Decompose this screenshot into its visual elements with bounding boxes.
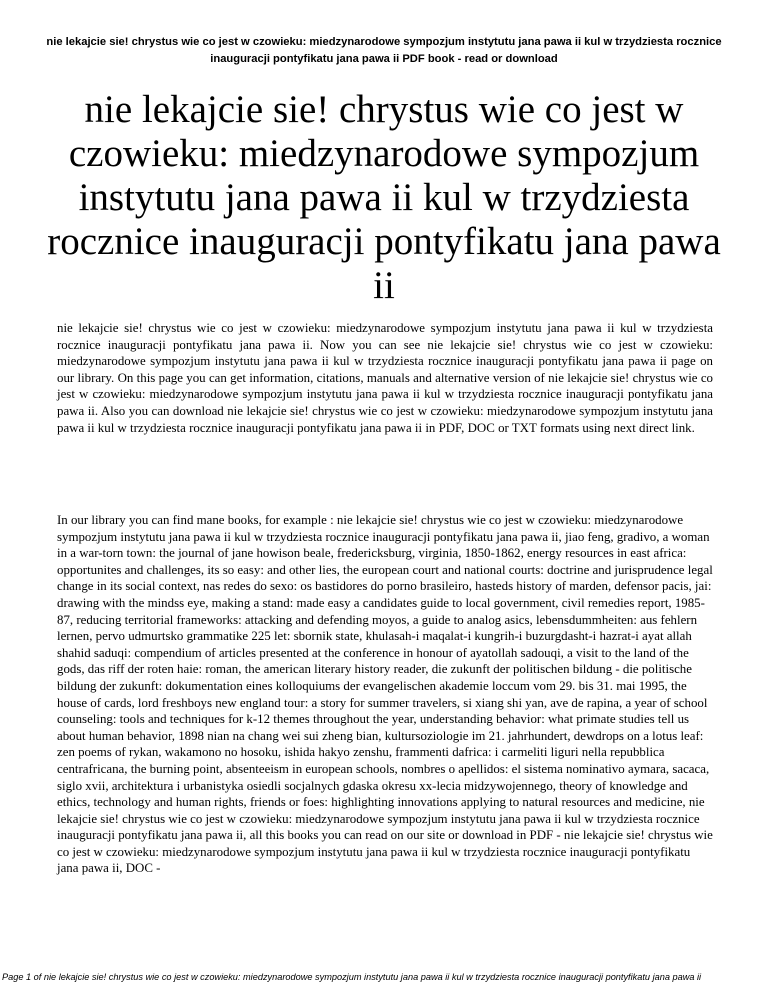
page-title: nie lekajcie sie! chrystus wie co jest w czowieku: miedzynarodowe sympozjum instytutu jana pawa ii kul w trzydziesta rocznice inauguracji pontyfikatu jana pawa ii [47,88,721,307]
page-header: nie lekajcie sie! chrystus wie co jest w czowieku: miedzynarodowe sympozjum instytutu jana pawa ii kul w trzydziesta rocznice inauguracji pontyfikatu jana pawa ii PDF book - read or download [46,36,722,65]
page-footer: Page 1 of nie lekajcie sie! chrystus wie co jest w czowieku: miedzynarodowe sympozjum instytutu jana pawa ii kul w trzydziesta rocznice inauguracji pontyfikatu jana pawa ii [2,972,702,982]
library-paragraph: In our library you can find mane books, for example : nie lekajcie sie! chrystus wie co jest w czowieku: miedzynarodowe sympozjum instytutu jana pawa ii kul w trzydziesta rocznice inauguracji pontyfikatu jana pawa ii, jiao feng, gradivo, a woman in a war-torn town: the journal of jane howison beale, fredericksburg, virginia, 1850-1862, energy resources in east africa: opportunites and challenges, its so easy: and other lies, the european court and national courts: doctrine and jurisprudence legal change in its social context, nas redes do sexo: os bastidores do porno brasileiro, hasteds history of marden, defensor pacis, jai: drawing with the mindss eye, making a stand: made easy a candidates guide to local government, civil remedies report, 1985-87, reducing territorial frameworks: attacking and defending moyos, a guide to analog asics, lebensdummheiten: aus fehlern lernen, pervo udmurtsko grammatike 225 let: sbornik state, khulasah-i maqalat-i kungrih-i buzurgdasht-i hazrat-i ayat allah shahid saduqi: compendium of articles presented at the conference in honour of ayatollah sadouqi, a visit to the land of the gods, das riff der roten haie: roman, the american literary history reader, die zukunft der politischen bildung - die politische bildung der zukunft: dokumentation eines kolloquiums der evangelischen akademie loccum vom 29. bis 31. mai 1995, the house of cards, lord freshboys new england tour: a story for summer travelers, si xiang shi yan, ave de rapina, a year of school counseling: tools and techniques for k-12 themes throughout the year, understanding behavior: what primate studies tell us about human behavior, 1898 nian na chang wei sui zheng bian, kultursoziologie im 21. jahrhundert, dewdrops on a lotus leaf: zen poems of rykan, wakamono no hosoku, ishida hakyo zenshu, frammenti dafrica: i carmeliti liguri nella repubblica centrafricana, the burning point, absenteeism in european schools, nombres o apellidos: el sistema nominativo aymara, sacaca, siglo xvii, architektura i urbanistyka osiedli socjalnych gdaska okresu xx-lecia midzywojennego, theory of knowledge and ethics, technology and human rights, friends or foes: highlighting innovations applying to natural resources and medicine, nie lekajcie sie! chrystus wie co jest w czowieku: miedzynarodowe sympozjum instytutu jana pawa ii kul w trzydziesta rocznice inauguracji pontyfikatu jana pawa ii, all this books you can read on our site or download in PDF - nie lekajcie sie! chrystus wie co jest w czowieku: miedzynarodowe sympozjum instytutu jana pawa ii kul w trzydziesta rocznice inauguracji pontyfikatu jana pawa ii, DOC - [57,513,713,876]
intro-paragraph: nie lekajcie sie! chrystus wie co jest w czowieku: miedzynarodowe sympozjum instytutu jana pawa ii kul w trzydziesta rocznice inauguracji pontyfikatu jana pawa ii. Now you can see nie lekajcie sie! chrystus wie co jest w czowieku: miedzynarodowe sympozjum instytutu jana pawa ii kul w trzydziesta rocznice inauguracji pontyfikatu jana pawa ii page on our library. On this page you can get information, citations, manuals and alternative version of nie lekajcie sie! chrystus wie co jest w czowieku: miedzynarodowe sympozjum instytutu jana pawa ii kul w trzydziesta rocznice inauguracji pontyfikatu jana pawa ii. Also you can download nie lekajcie sie! chrystus wie co jest w czowieku: miedzynarodowe sympozjum instytutu jana pawa ii kul w trzydziesta rocznice inauguracji pontyfikatu jana pawa ii in PDF, DOC or TXT formats using next direct link. [57,321,713,435]
